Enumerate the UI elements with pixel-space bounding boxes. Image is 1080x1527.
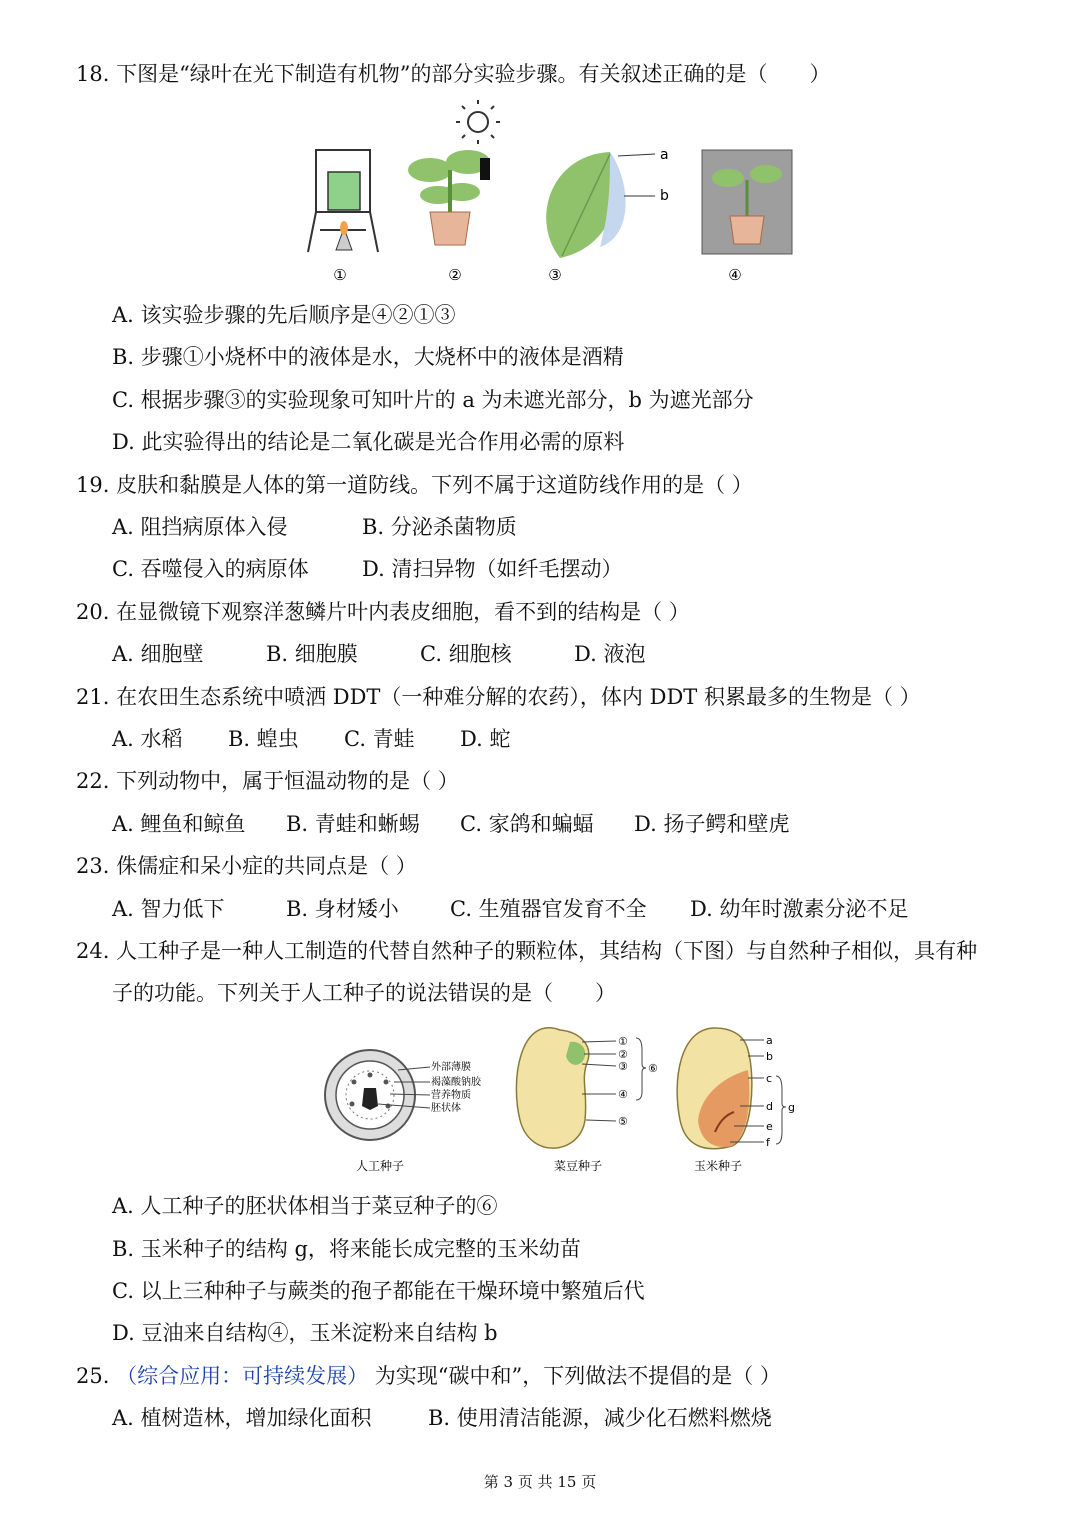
corn-label-g: g <box>788 1101 795 1114</box>
q24-option-d[interactable]: D. 豆油来自结构④，玉米淀粉来自结构 b <box>112 1321 498 1345</box>
q23-option-c[interactable]: C. 生殖器官发育不全 <box>450 897 647 921</box>
bean-label-1: ① <box>618 1035 628 1048</box>
sun-icon <box>456 100 500 144</box>
q23-option-b[interactable]: B. 身材矮小 <box>286 897 399 921</box>
q24-option-a[interactable]: A. 人工种子的胚状体相当于菜豆种子的⑥ <box>112 1194 498 1218</box>
corn-label-c: c <box>766 1072 773 1085</box>
q22-stem: 22. 下列动物中，属于恒温动物的是（ ） <box>76 769 459 793</box>
q23-options-row <box>112 895 908 923</box>
q19-options-row2 <box>112 555 622 583</box>
corn-caption: 玉米种子 <box>693 1159 743 1173</box>
corn-label-b: b <box>766 1050 773 1063</box>
q25-option-a[interactable]: A. 植树造林，增加绿化面积 <box>112 1406 372 1430</box>
q23-stem: 23. 侏儒症和呆小症的共同点是（ ） <box>76 854 417 878</box>
q25-option-b[interactable]: B. 使用清洁能源，减少化石燃料燃烧 <box>428 1406 772 1430</box>
corn-label-e: e <box>766 1120 773 1133</box>
corn-label-d: d <box>766 1100 773 1113</box>
q20-options-row <box>112 640 645 668</box>
q19-option-a[interactable]: A. 阻挡病原体入侵 <box>112 515 288 539</box>
q22-options-row <box>112 810 789 838</box>
q25-category-note: （综合应用：可持续发展） <box>116 1364 369 1388</box>
q18-option-d[interactable]: D. 此实验得出的结论是二氧化碳是光合作用必需的原料 <box>112 430 625 454</box>
bean-label-4: ④ <box>618 1088 628 1101</box>
q25-options-row <box>112 1404 772 1432</box>
leaf-label-b: b <box>660 188 669 204</box>
artificial-label-3: 营养物质 <box>431 1090 471 1101</box>
fig-label-4: ④ <box>728 266 742 284</box>
q20-option-b[interactable]: B. 细胞膜 <box>266 642 358 666</box>
leaf-label-a: a <box>660 147 669 163</box>
artificial-label-2: 褐藻酸钠胶 <box>431 1077 481 1088</box>
bean-label-3: ③ <box>618 1060 628 1073</box>
q20-option-d[interactable]: D. 液泡 <box>574 642 646 666</box>
artificial-caption: 人工种子 <box>355 1159 405 1173</box>
q19-option-d[interactable]: D. 清扫异物（如纤毛摆动） <box>362 557 623 581</box>
artificial-label-1: 外部薄膜 <box>431 1062 471 1073</box>
potted-plant-covered-icon <box>408 150 490 245</box>
bean-caption: 菜豆种子 <box>553 1159 603 1173</box>
q21-option-b[interactable]: B. 蝗虫 <box>228 727 299 751</box>
artificial-seed-icon <box>325 1050 430 1140</box>
fig-label-1: ① <box>333 266 347 284</box>
page-footer: 第 3 页 共 15 页 <box>483 1473 597 1491</box>
bean-label-2: ② <box>618 1048 628 1061</box>
q21-stem: 21. 在农田生态系统中喷洒 DDT（一种难分解的农药），体内 DDT 积累最多的生物是（ ） <box>76 685 921 709</box>
q18-figure <box>300 100 810 289</box>
q25-stem <box>76 1362 781 1390</box>
q21-option-d[interactable]: D. 蛇 <box>460 727 511 751</box>
q19-option-c[interactable]: C. 吞噬侵入的病原体 <box>112 557 309 581</box>
q25-number: 25. <box>76 1364 110 1388</box>
q23-option-d[interactable]: D. 幼年时激素分泌不足 <box>690 897 909 921</box>
q22-option-a[interactable]: A. 鲤鱼和鲸鱼 <box>112 812 246 836</box>
q22-option-c[interactable]: C. 家鸽和蝙蝠 <box>460 812 594 836</box>
fig-label-2: ② <box>448 266 462 284</box>
water-bath-apparatus-icon <box>308 150 378 252</box>
q24-stem-line1: 24. 人工种子是一种人工制造的代替自然种子的颗粒体，其结构（下图）与自然种子相似，具有种 <box>76 939 978 963</box>
q18-option-a[interactable]: A. 该实验步骤的先后顺序是④②①③ <box>112 303 456 327</box>
q18-stem: 18. 下图是“绿叶在光下制造有机物”的部分实验步骤。有关叙述正确的是（ ） <box>76 62 831 86</box>
fig-label-3: ③ <box>548 266 562 284</box>
q18-option-b[interactable]: B. 步骤①小烧杯中的液体是水，大烧杯中的液体是酒精 <box>112 345 624 369</box>
q21-option-a[interactable]: A. 水稻 <box>112 727 183 751</box>
q24-option-b[interactable]: B. 玉米种子的结构 g，将来能长成完整的玉米幼苗 <box>112 1237 581 1261</box>
q25-stem-text: 为实现“碳中和”，下列做法不提倡的是（ ） <box>368 1364 781 1388</box>
potted-plant-dark-box-icon <box>702 150 792 254</box>
q24-figure <box>320 1020 810 1184</box>
q23-option-a[interactable]: A. 智力低下 <box>112 897 225 921</box>
q19-stem: 19. 皮肤和黏膜是人体的第一道防线。下列不属于这道防线作用的是（ ） <box>76 473 753 497</box>
q22-option-b[interactable]: B. 青蛙和蜥蜴 <box>286 812 420 836</box>
bean-label-6: ⑥ <box>648 1062 658 1075</box>
q20-option-c[interactable]: C. 细胞核 <box>420 642 512 666</box>
q19-options-row1 <box>112 513 517 541</box>
artificial-label-4: 胚状体 <box>431 1103 461 1114</box>
q20-option-a[interactable]: A. 细胞壁 <box>112 642 204 666</box>
q22-option-d[interactable]: D. 扬子鳄和壁虎 <box>634 812 790 836</box>
q24-option-c[interactable]: C. 以上三种种子与蕨类的孢子都能在干燥环境中繁殖后代 <box>112 1279 645 1303</box>
q21-option-c[interactable]: C. 青蛙 <box>344 727 415 751</box>
bean-label-5: ⑤ <box>618 1115 628 1128</box>
q18-option-c[interactable]: C. 根据步骤③的实验现象可知叶片的 a 为未遮光部分，b 为遮光部分 <box>112 388 754 412</box>
q20-stem: 20. 在显微镜下观察洋葱鳞片叶内表皮细胞，看不到的结构是（ ） <box>76 600 690 624</box>
q24-stem-line2: 子的功能。下列关于人工种子的说法错误的是（ ） <box>112 981 616 1005</box>
corn-label-f: f <box>766 1136 770 1149</box>
q19-option-b[interactable]: B. 分泌杀菌物质 <box>362 515 517 539</box>
q21-options-row <box>112 725 510 753</box>
leaf-icon <box>546 152 655 258</box>
corn-label-a: a <box>766 1034 773 1047</box>
